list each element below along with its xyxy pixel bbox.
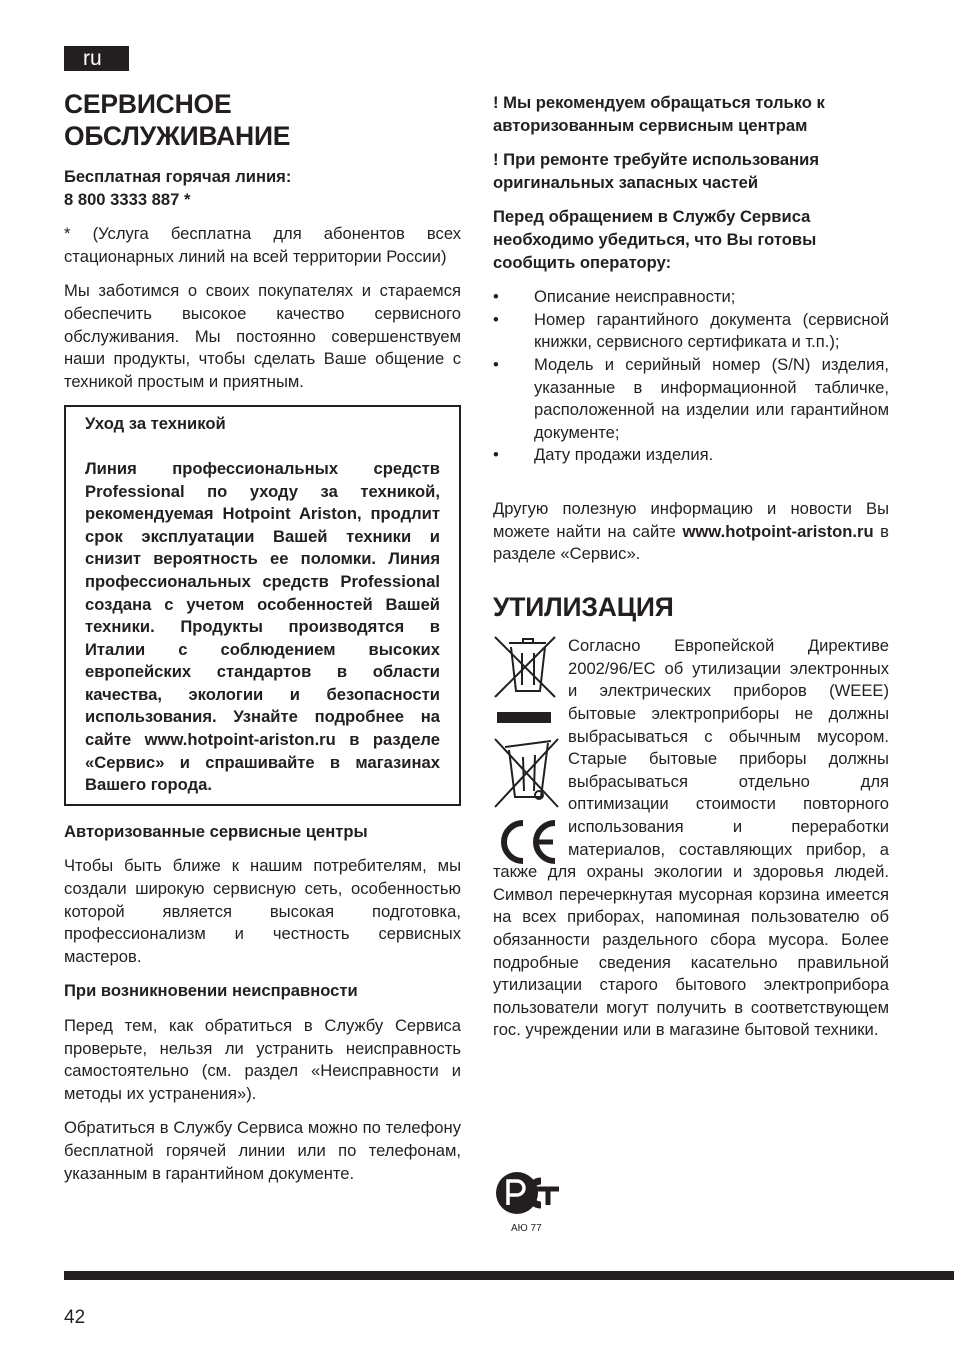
website-link[interactable]: www.hotpoint-ariston.ru [682, 521, 874, 541]
care-box-title: Уход за техникой [85, 414, 226, 434]
list-item: • Описание неисправности; [493, 286, 889, 309]
care-box [64, 405, 461, 806]
centers-heading: Авторизованные сервисные центры [64, 821, 368, 841]
website-suffix: в разделе «Сервис». [493, 521, 889, 564]
language-tab: ru [64, 46, 129, 71]
website-text: Другую полезную информацию и новости Вы можете найти на сайте [493, 498, 889, 541]
original-parts-note: ! При ремонте требуйте использования оригинальных запасных частей [493, 150, 820, 192]
recommend-note: ! Мы рекомендуем обращаться только к авторизованным сервисным центрам [493, 93, 825, 135]
fault-paragraph: Перед тем, как обратиться в Службу Сервиса проверьте, нельзя ли устранить неисправность самостоятельно (см. раздел «Неисправности и методы их устранения»). [64, 1016, 461, 1103]
intro-paragraph: Мы заботимся о своих покупателях и стараемся обеспечить высокое качество сервисного обслуживания. Мы постоянно совершенствуем наши продукты, чтобы сделать Ваше общение с техникой простым и приятным. [64, 281, 461, 391]
list-item: • Модель и серийный номер (S/N) изделия, указанные в информационной табличке, расположенной на изделии или гарантийном документе; [493, 354, 889, 444]
disposal-paragraph: Согласно Европейской Директиве 2002/96/EC об утилизации электронных и электрических приборов (WEEE) бытовые электроприборы не должны выбрасываться с обычным мусором. Старые бытовые приборы должны выбрасываться отдельно для оптимизации стоимости повторного использования и переработки материалов, составляющих прибор, а также для охраны экологии и здоровья людей. Символ перечеркнутая мусорная корзина имеется на всех приборах, напоминая пользователю об обязанности раздельного сбора мусора. Более подробные сведения касательно правильной утилизации старого бытового электроприбора пользователи могут получить в соответствующем гос. учреждении или в магазине бытовой техники. [493, 636, 889, 1040]
certification-mark [493, 1167, 563, 1239]
list-item: • Номер гарантийного документа (сервисной книжки, сервисного сертификата и т.п.); [493, 309, 889, 354]
centers-paragraph: Чтобы быть ближе к нашим потребителям, мы создали широкую сервисную сеть, особенностью которой является высокая подготовка, профессионализм и честность сервисных мастеров. [64, 856, 461, 966]
ce-mark-icon [497, 817, 557, 867]
left-column [64, 89, 461, 1197]
operator-info-list [493, 286, 889, 467]
certification-code: АЮ 77 [511, 1223, 542, 1234]
before-call-heading: Перед обращением в Службу Сервиса необходимо убедиться, что Вы готовы сообщить оператору: [493, 207, 817, 272]
right-column [493, 92, 889, 1054]
footer-rule [64, 1271, 954, 1280]
fault-heading: При возникновении неисправности [64, 981, 358, 1001]
hotline [64, 166, 461, 211]
care-box-text: Линия профессиональных средств Professional по уходу за техникой, рекомендуемая Hotpoint Ariston, продлит срок эксплуатации Вашей техники и снизит вероятность ее поломки. Линия профессиональных средств Professional создана с учетом особенностей Вашей техники. Продукты производятся в Италии с соблюдением высоких европейских стандартов в области качества, экологии и безопасности использования. Узнайте подробнее на сайте www.hotpoint-ariston.ru в разделе «Сервис» и спрашивайте в магазинах Вашего города. [85, 458, 440, 795]
website-paragraph [493, 498, 889, 566]
disposal-icons [493, 635, 563, 858]
hotline-number: 8 800 3333 887 * [64, 189, 191, 209]
contact-paragraph: Обратиться в Службу Сервиса можно по телефону бесплатной горячей линии или по телефонам, указанным в гарантийном документе. [64, 1118, 461, 1183]
rst-certification-icon [493, 1167, 563, 1219]
service-heading: СЕРВИСНОЕ ОБСЛУЖИВАНИЕ [64, 89, 291, 151]
disposal-section [493, 635, 889, 1042]
disposal-heading: УТИЛИЗАЦИЯ [493, 591, 674, 622]
hotline-label: Бесплатная горячая линия: [64, 167, 292, 186]
list-item: • Дату продажи изделия. [493, 444, 889, 467]
hotline-footnote: * (Услуга бесплатна для абонентов всех стационарных линий на всей территории России) [64, 224, 461, 266]
page-number: 42 [64, 1307, 86, 1328]
